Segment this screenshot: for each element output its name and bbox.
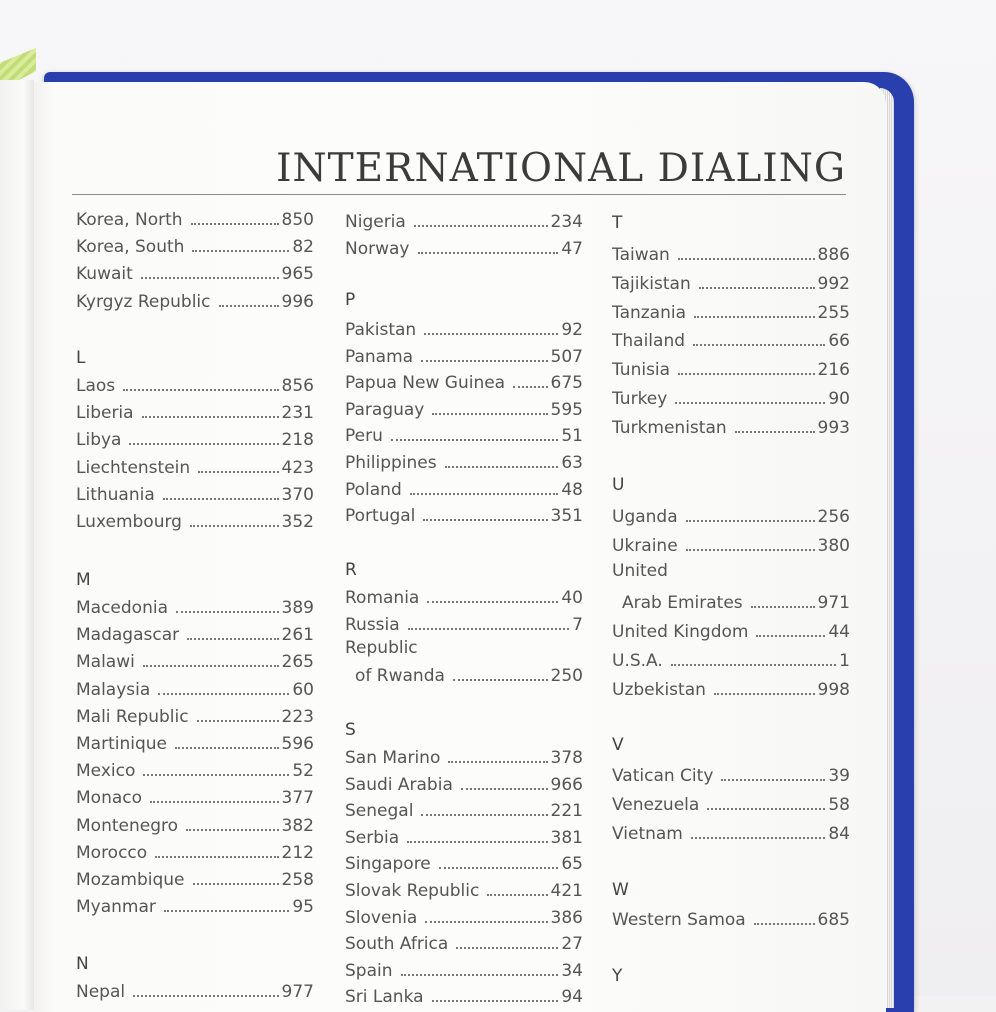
letter-header: M: [76, 570, 91, 590]
country-name: Uganda: [612, 507, 678, 527]
dot-leader: [192, 250, 289, 252]
letter-header: W: [612, 880, 629, 900]
dot-leader: [453, 679, 548, 681]
dot-leader: [707, 808, 825, 810]
dialing-code: 92: [561, 320, 583, 340]
dialing-code: 261: [281, 625, 314, 646]
dot-leader: [191, 223, 279, 225]
dialing-entry: [345, 824, 583, 848]
dot-leader: [456, 947, 558, 949]
country-name: Mozambique: [76, 870, 185, 890]
country-name: Korea, South: [76, 237, 185, 258]
letter-header: L: [76, 348, 86, 368]
dialing-code: 265: [281, 652, 314, 673]
dialing-entry: [76, 288, 314, 312]
country-name: Senegal: [345, 801, 414, 822]
dialing-code: 39: [828, 766, 850, 786]
dialing-entry: [76, 812, 314, 836]
dot-leader: [756, 635, 825, 637]
dot-leader: [671, 664, 836, 666]
dialing-entry: [76, 594, 314, 618]
dialing-entry: [76, 757, 314, 781]
country-name: of Rwanda: [355, 666, 445, 686]
dialing-code: 377: [281, 788, 314, 809]
dot-leader: [187, 638, 278, 640]
dot-leader: [421, 360, 547, 362]
dialing-code: 51: [561, 426, 583, 447]
dialing-code: 7: [572, 614, 583, 635]
dialing-entry: [345, 877, 583, 901]
dialing-entry: [345, 476, 583, 500]
dialing-code: 258: [281, 870, 314, 890]
dialing-code: 381: [550, 827, 583, 848]
dot-leader: [735, 431, 815, 433]
dialing-entry: [612, 589, 850, 613]
dialing-code: 44: [828, 622, 850, 642]
dot-leader: [678, 258, 815, 260]
dialing-entry: [345, 930, 583, 954]
country-name: Liechtenstein: [76, 457, 191, 478]
dialing-code: 63: [561, 453, 583, 473]
country-name: Russia: [345, 614, 400, 635]
dialing-entry: [345, 904, 583, 928]
dialing-code: 423: [281, 457, 314, 478]
country-name: Papua New Guinea: [345, 373, 506, 394]
dialing-entry: [612, 356, 850, 380]
country-name: Nepal: [76, 982, 126, 1002]
country-name-line: United: [612, 561, 668, 581]
dialing-code: 685: [817, 910, 850, 930]
dialing-entry: [345, 343, 583, 367]
country-name: Tunisia: [612, 360, 671, 381]
dialing-entry: [612, 906, 850, 930]
dialing-entry: [345, 744, 583, 768]
dot-leader: [410, 493, 559, 495]
dialing-code: 386: [550, 907, 583, 928]
dot-leader: [721, 779, 825, 781]
country-name: Libya: [76, 430, 122, 451]
letter-header: Y: [612, 966, 623, 986]
country-name: Madagascar: [76, 625, 180, 646]
country-name: Myanmar: [76, 897, 156, 918]
dot-leader: [198, 471, 278, 473]
dot-leader: [424, 333, 558, 335]
dot-leader: [425, 921, 547, 923]
dialing-code: 66: [828, 331, 850, 352]
country-name: Arab Emirates: [622, 593, 743, 613]
dialing-entry: [76, 206, 314, 230]
dot-leader: [219, 305, 279, 307]
country-name: Lithuania: [76, 484, 155, 505]
dialing-entry: [612, 647, 850, 671]
dialing-entry: [612, 299, 850, 323]
dialing-code: 27: [561, 934, 583, 955]
dot-leader: [163, 498, 279, 500]
dot-leader: [141, 277, 279, 279]
dialing-code: 212: [281, 842, 314, 863]
left-page-edge: [0, 80, 34, 1010]
country-name: Malaysia: [76, 679, 151, 700]
dialing-entry: [76, 784, 314, 808]
letter-header: S: [345, 720, 356, 740]
dialing-entry: [76, 426, 314, 450]
dialing-code: 40: [561, 588, 583, 608]
dot-leader: [123, 389, 278, 391]
dialing-entry: [76, 481, 314, 505]
dot-leader: [432, 1000, 559, 1002]
dialing-entry: [345, 449, 583, 473]
dialing-entry: [612, 414, 850, 438]
dialing-entry: [76, 730, 314, 754]
country-name: Tajikistan: [612, 273, 691, 294]
dialing-code: 234: [550, 212, 583, 232]
dialing-entry: [612, 820, 850, 844]
dot-leader: [675, 402, 825, 404]
dialing-code: 382: [281, 815, 314, 836]
dialing-entry: [612, 532, 850, 556]
dialing-entry: [612, 791, 850, 815]
country-name: Morocco: [76, 842, 148, 863]
dot-leader: [691, 837, 826, 839]
dialing-code: 886: [817, 245, 850, 265]
country-name: Serbia: [345, 827, 400, 848]
dot-leader: [678, 373, 814, 375]
dot-leader: [414, 225, 548, 227]
dot-leader: [418, 252, 559, 254]
dot-leader: [487, 894, 547, 896]
country-name: Venezuela: [612, 794, 700, 815]
country-name: Mexico: [76, 761, 136, 782]
dialing-entry: [345, 611, 583, 635]
country-name: Liberia: [76, 403, 134, 424]
dialing-code: 352: [281, 512, 314, 532]
dialing-code: 596: [281, 734, 314, 754]
dialing-entry: [76, 399, 314, 423]
dialing-entry: [345, 797, 583, 821]
dialing-entry: [612, 327, 850, 351]
dot-leader: [175, 747, 279, 749]
dialing-code: 223: [281, 706, 314, 727]
country-name: Tanzania: [612, 302, 687, 323]
dialing-code: 351: [550, 506, 583, 527]
dialing-code: 95: [292, 897, 314, 918]
country-name: Mali Republic: [76, 706, 189, 727]
dialing-entry: [345, 422, 583, 446]
column-2: [345, 208, 583, 1008]
country-name: Panama: [345, 346, 414, 367]
dialing-code: 216: [817, 360, 850, 381]
dialing-entry: [345, 850, 583, 874]
dot-leader: [693, 344, 825, 346]
dialing-code: 82: [292, 237, 314, 258]
dot-leader: [150, 801, 279, 803]
dialing-entry: [76, 893, 314, 917]
dialing-code: 47: [561, 238, 583, 259]
country-name: Portugal: [345, 506, 416, 527]
dialing-code: 48: [561, 479, 583, 500]
country-name-line: Republic: [345, 638, 418, 658]
country-name: Kuwait: [76, 264, 133, 285]
column-3: [612, 213, 850, 1003]
country-name: Western Samoa: [612, 910, 746, 930]
country-name: Turkey: [612, 389, 668, 409]
country-name: Taiwan: [612, 245, 670, 265]
dialing-code: 65: [561, 854, 583, 875]
dot-leader: [714, 693, 815, 695]
dialing-code: 58: [828, 794, 850, 815]
dialing-code: 421: [550, 881, 583, 901]
dialing-entry: [612, 241, 850, 265]
country-name: Montenegro: [76, 815, 179, 836]
country-name: U.S.A.: [612, 650, 663, 671]
dialing-code: 998: [817, 679, 850, 700]
dialing-entry: [76, 621, 314, 645]
dot-leader: [686, 549, 815, 551]
country-name: Slovak Republic: [345, 881, 480, 901]
dot-leader: [427, 601, 558, 603]
country-name: Uzbekistan: [612, 679, 706, 700]
country-name: Monaco: [76, 788, 143, 809]
dialing-entry: [345, 957, 583, 981]
dialing-entry: [76, 839, 314, 863]
country-name: Martinique: [76, 734, 167, 754]
dot-leader: [439, 867, 559, 869]
dialing-entry: [612, 385, 850, 409]
letter-header: V: [612, 735, 624, 755]
dialing-code: 977: [281, 982, 314, 1002]
dialing-code: 993: [817, 417, 850, 438]
dot-leader: [158, 693, 289, 695]
dialing-entry: [345, 208, 583, 232]
dot-leader: [143, 774, 289, 776]
letter-header: U: [612, 475, 625, 495]
letter-header: P: [345, 290, 356, 310]
country-name: Sri Lanka: [345, 987, 424, 1008]
dot-leader: [699, 287, 815, 289]
dialing-entry: [345, 771, 583, 795]
country-name: Romania: [345, 588, 420, 608]
country-name: Laos: [76, 376, 116, 396]
country-name: San Marino: [345, 748, 441, 768]
country-name: Macedonia: [76, 598, 168, 618]
page-title: INTERNATIONAL DIALING: [276, 146, 846, 191]
dialing-entry: [612, 762, 850, 786]
dot-leader: [197, 720, 279, 722]
dialing-entry: [345, 983, 583, 1007]
dot-leader: [421, 814, 547, 816]
dialing-entry: [76, 454, 314, 478]
title-rule: [72, 194, 846, 195]
dialing-entry: [76, 978, 314, 1002]
dot-leader: [142, 416, 279, 418]
dialing-entry: [612, 503, 850, 527]
dialing-entry: [345, 316, 583, 340]
dialing-code: 221: [550, 801, 583, 822]
country-name: Slovenia: [345, 907, 418, 928]
dialing-entry: [76, 372, 314, 396]
dialing-entry: [345, 662, 583, 686]
dialing-code: 595: [550, 399, 583, 420]
country-name: Philippines: [345, 453, 437, 473]
dot-leader: [193, 883, 279, 885]
country-name: Malawi: [76, 652, 135, 673]
dialing-entry: [76, 648, 314, 672]
dialing-code: 850: [281, 210, 314, 230]
country-name: Singapore: [345, 854, 431, 875]
dot-leader: [155, 856, 278, 858]
dialing-code: 231: [281, 403, 314, 424]
dialing-code: 992: [817, 273, 850, 294]
dot-leader: [448, 761, 547, 763]
dot-leader: [513, 386, 547, 388]
dialing-entry: [345, 584, 583, 608]
dialing-code: 507: [550, 346, 583, 367]
dot-leader: [461, 788, 548, 790]
column-1: [76, 206, 314, 1002]
dialing-code: 971: [817, 593, 850, 613]
dialing-entry: [345, 502, 583, 526]
dialing-code: 84: [828, 823, 850, 844]
dialing-code: 94: [561, 987, 583, 1008]
country-name: Ukraine: [612, 535, 678, 556]
country-name: Saudi Arabia: [345, 774, 453, 795]
dialing-code: 965: [281, 264, 314, 285]
dot-leader: [694, 316, 815, 318]
dialing-code: 90: [828, 389, 850, 409]
dialing-entry: [612, 618, 850, 642]
country-name: Spain: [345, 960, 393, 981]
dot-leader: [401, 974, 559, 976]
dot-leader: [391, 439, 558, 441]
dot-leader: [176, 611, 279, 613]
dialing-code: 218: [281, 430, 314, 451]
dot-leader: [186, 829, 279, 831]
dialing-entry: [76, 508, 314, 532]
country-name: Thailand: [612, 331, 686, 352]
letter-header: R: [345, 560, 357, 580]
dialing-code: 370: [281, 484, 314, 505]
dialing-entry: [612, 676, 850, 700]
dialing-code: 255: [817, 302, 850, 323]
dialing-code: 996: [281, 291, 314, 312]
dialing-code: 966: [550, 774, 583, 795]
dot-leader: [407, 841, 547, 843]
dialing-code: 675: [550, 373, 583, 394]
dot-leader: [408, 628, 569, 630]
dot-leader: [129, 443, 278, 445]
dot-leader: [754, 923, 815, 925]
country-name: Korea, North: [76, 210, 183, 230]
dialing-code: 52: [292, 761, 314, 782]
dialing-code: 256: [817, 507, 850, 527]
country-name: United Kingdom: [612, 622, 749, 642]
dialing-code: 378: [550, 748, 583, 768]
dot-leader: [423, 519, 547, 521]
country-name: Vietnam: [612, 823, 683, 844]
country-name: Paraguay: [345, 399, 425, 420]
dot-leader: [445, 466, 559, 468]
dialing-entry: [345, 396, 583, 420]
dialing-code: 389: [281, 598, 314, 618]
dialing-code: 250: [550, 666, 583, 686]
dialing-entry: [76, 233, 314, 257]
letter-header: N: [76, 954, 89, 974]
dot-leader: [751, 606, 815, 608]
country-name: Pakistan: [345, 320, 417, 340]
dialing-code: 1: [839, 650, 850, 671]
dot-leader: [133, 995, 278, 997]
country-name: Peru: [345, 426, 383, 447]
dialing-code: 60: [292, 679, 314, 700]
dot-leader: [164, 910, 289, 912]
dialing-code: 380: [817, 535, 850, 556]
letter-header: T: [612, 213, 623, 233]
dialing-entry: [76, 703, 314, 727]
country-name: Poland: [345, 479, 402, 500]
country-name: Luxembourg: [76, 512, 182, 532]
country-name: Norway: [345, 238, 410, 259]
dot-leader: [686, 520, 815, 522]
country-name: South Africa: [345, 934, 449, 955]
dialing-entry: [76, 260, 314, 284]
dialing-entry: [345, 235, 583, 259]
country-name: Kyrgyz Republic: [76, 291, 211, 312]
country-name: Nigeria: [345, 212, 406, 232]
dialing-code: 34: [561, 960, 583, 981]
dialing-code: 856: [281, 376, 314, 396]
dot-leader: [143, 665, 279, 667]
dialing-entry: [612, 270, 850, 294]
dot-leader: [190, 525, 279, 527]
dialing-entry: [76, 676, 314, 700]
country-name: Vatican City: [612, 766, 714, 786]
dialing-entry: [76, 866, 314, 890]
dot-leader: [432, 413, 547, 415]
dialing-entry: [345, 369, 583, 393]
country-name: Turkmenistan: [612, 417, 727, 438]
